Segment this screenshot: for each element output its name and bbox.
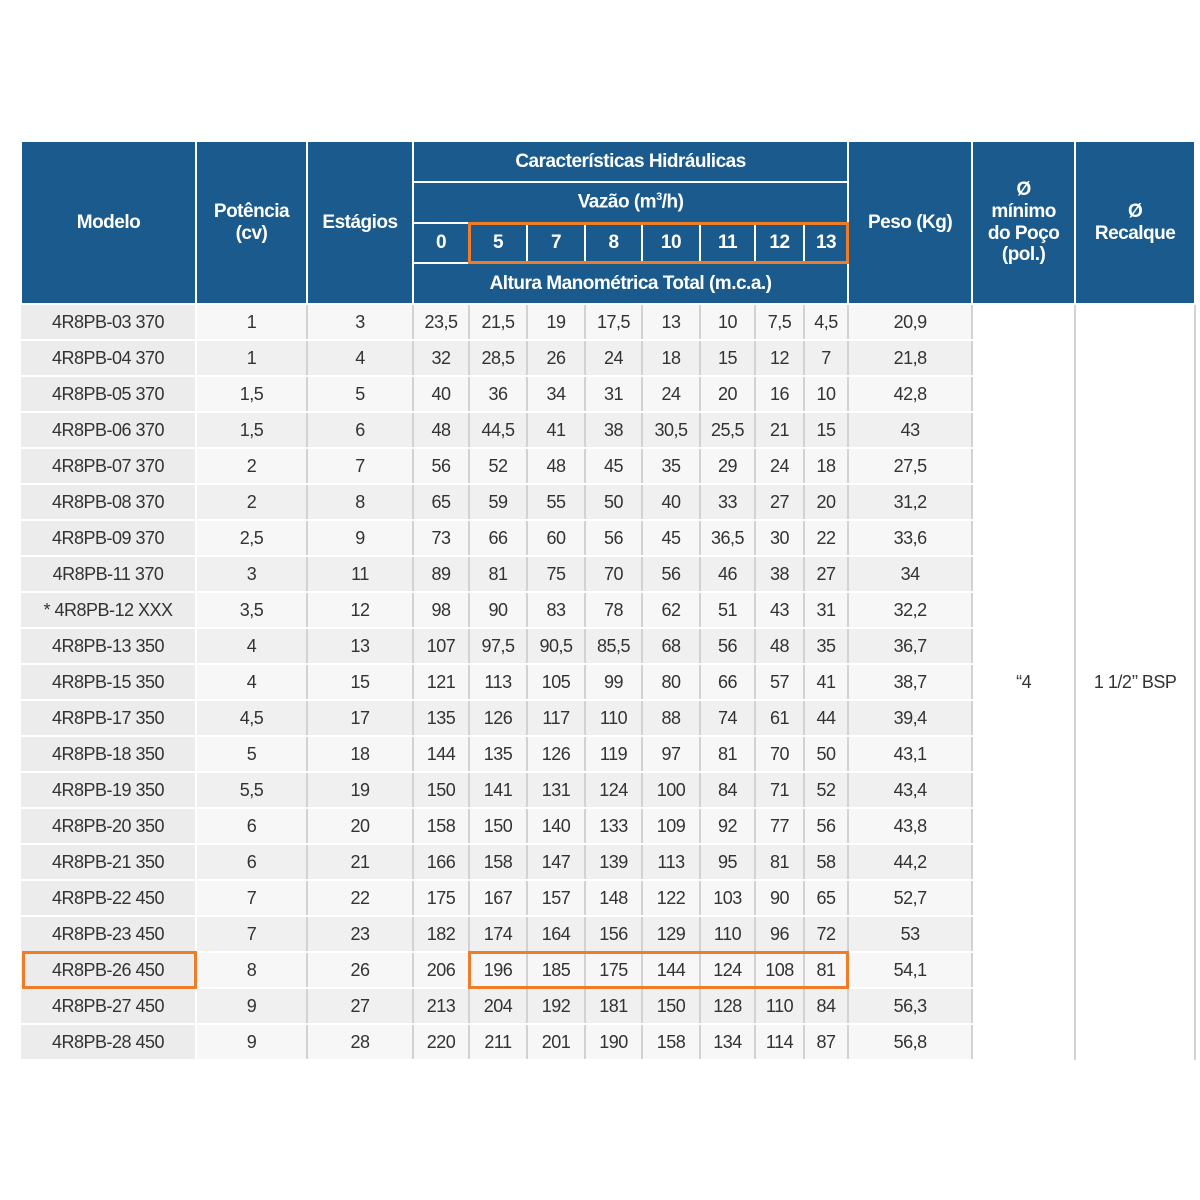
- head-cell: 121: [413, 664, 469, 700]
- head-cell: 90: [755, 880, 804, 916]
- head-cell: 90: [469, 592, 527, 628]
- stages-cell: 26: [307, 952, 413, 988]
- model-cell: 4R8PB-15 350: [21, 664, 196, 700]
- head-cell: 12: [755, 340, 804, 376]
- head-cell: 206: [413, 952, 469, 988]
- head-cell: 51: [700, 592, 755, 628]
- header-caracteristicas: Características Hidráulicas: [413, 141, 848, 182]
- head-cell: 99: [585, 664, 642, 700]
- head-cell: 68: [642, 628, 700, 664]
- head-cell: 17,5: [585, 304, 642, 340]
- head-cell: 70: [755, 736, 804, 772]
- head-cell: 182: [413, 916, 469, 952]
- head-cell: 21: [755, 412, 804, 448]
- head-cell: 65: [804, 880, 848, 916]
- flow-header-cell: 7: [527, 223, 585, 263]
- head-cell: 27: [755, 484, 804, 520]
- head-cell: 38: [585, 412, 642, 448]
- head-cell: 44: [804, 700, 848, 736]
- head-cell: 32: [413, 340, 469, 376]
- head-cell: 133: [585, 808, 642, 844]
- weight-cell: 52,7: [848, 880, 972, 916]
- head-cell: 81: [469, 556, 527, 592]
- stages-cell: 7: [307, 448, 413, 484]
- stages-cell: 13: [307, 628, 413, 664]
- flow-header-cell: 13: [804, 223, 848, 263]
- head-cell: 45: [585, 448, 642, 484]
- stages-cell: 4: [307, 340, 413, 376]
- head-cell: 90,5: [527, 628, 585, 664]
- header-vazao-prefix: Vazão (m: [577, 191, 657, 213]
- head-cell: 87: [804, 1024, 848, 1060]
- head-cell: 196: [469, 952, 527, 988]
- table-body: [21, 304, 1195, 1060]
- head-cell: 10: [700, 304, 755, 340]
- table-row: [21, 304, 1195, 340]
- head-cell: 140: [527, 808, 585, 844]
- stages-cell: 28: [307, 1024, 413, 1060]
- head-cell: 16: [755, 376, 804, 412]
- head-cell: 7,5: [755, 304, 804, 340]
- head-cell: 26: [527, 340, 585, 376]
- head-cell: 109: [642, 808, 700, 844]
- head-cell: 20: [700, 376, 755, 412]
- head-cell: 72: [804, 916, 848, 952]
- head-cell: 18: [804, 448, 848, 484]
- weight-cell: 44,2: [848, 844, 972, 880]
- head-cell: 113: [469, 664, 527, 700]
- head-cell: 31: [585, 376, 642, 412]
- head-cell: 56: [642, 556, 700, 592]
- power-cell: 4: [196, 664, 307, 700]
- model-cell: 4R8PB-23 450: [21, 916, 196, 952]
- weight-cell: 38,7: [848, 664, 972, 700]
- model-cell: 4R8PB-19 350: [21, 772, 196, 808]
- head-cell: 10: [804, 376, 848, 412]
- head-cell: 29: [700, 448, 755, 484]
- head-cell: 81: [700, 736, 755, 772]
- head-cell: 81: [755, 844, 804, 880]
- stages-cell: 23: [307, 916, 413, 952]
- head-cell: 57: [755, 664, 804, 700]
- head-cell: 60: [527, 520, 585, 556]
- model-cell: 4R8PB-06 370: [21, 412, 196, 448]
- power-cell: 7: [196, 916, 307, 952]
- head-cell: 185: [527, 952, 585, 988]
- head-cell: 27: [804, 556, 848, 592]
- header-recalque-line2: Recalque: [1094, 222, 1176, 244]
- head-cell: 175: [585, 952, 642, 988]
- stages-cell: 27: [307, 988, 413, 1024]
- power-cell: 9: [196, 1024, 307, 1060]
- header-poco-line1: Ø: [1016, 178, 1031, 200]
- head-cell: 100: [642, 772, 700, 808]
- stages-cell: 5: [307, 376, 413, 412]
- head-cell: 156: [585, 916, 642, 952]
- header-potencia: [196, 141, 307, 304]
- head-cell: 211: [469, 1024, 527, 1060]
- head-cell: 89: [413, 556, 469, 592]
- stages-cell: 15: [307, 664, 413, 700]
- model-cell: 4R8PB-22 450: [21, 880, 196, 916]
- head-cell: 144: [413, 736, 469, 772]
- weight-cell: 21,8: [848, 340, 972, 376]
- weight-cell: 43,1: [848, 736, 972, 772]
- header-poco: [972, 141, 1075, 304]
- head-cell: 97: [642, 736, 700, 772]
- header-altura: Altura Manométrica Total (m.c.a.): [413, 263, 848, 304]
- model-cell: 4R8PB-20 350: [21, 808, 196, 844]
- head-cell: 41: [804, 664, 848, 700]
- head-cell: 56: [585, 520, 642, 556]
- head-cell: 30,5: [642, 412, 700, 448]
- head-cell: 88: [642, 700, 700, 736]
- model-cell: 4R8PB-28 450: [21, 1024, 196, 1060]
- model-cell: 4R8PB-13 350: [21, 628, 196, 664]
- head-cell: 56: [413, 448, 469, 484]
- head-cell: 108: [755, 952, 804, 988]
- head-cell: 81: [804, 952, 848, 988]
- pump-spec-table: [20, 140, 1196, 1061]
- head-cell: 33: [700, 484, 755, 520]
- head-cell: 50: [804, 736, 848, 772]
- head-cell: 21,5: [469, 304, 527, 340]
- head-cell: 175: [413, 880, 469, 916]
- head-cell: 126: [527, 736, 585, 772]
- stages-cell: 19: [307, 772, 413, 808]
- head-cell: 38: [755, 556, 804, 592]
- power-cell: 5,5: [196, 772, 307, 808]
- power-cell: 7: [196, 880, 307, 916]
- power-cell: 1,5: [196, 412, 307, 448]
- head-cell: 58: [804, 844, 848, 880]
- head-cell: 59: [469, 484, 527, 520]
- head-cell: 48: [527, 448, 585, 484]
- weight-cell: 42,8: [848, 376, 972, 412]
- head-cell: 24: [585, 340, 642, 376]
- weight-cell: 43: [848, 412, 972, 448]
- weight-cell: 32,2: [848, 592, 972, 628]
- power-cell: 9: [196, 988, 307, 1024]
- head-cell: 122: [642, 880, 700, 916]
- header-vazao-suffix: /h): [661, 191, 684, 213]
- stages-cell: 6: [307, 412, 413, 448]
- head-cell: 75: [527, 556, 585, 592]
- flow-header-cell: 5: [469, 223, 527, 263]
- power-cell: 4,5: [196, 700, 307, 736]
- head-cell: 36: [469, 376, 527, 412]
- head-cell: 15: [700, 340, 755, 376]
- head-cell: 213: [413, 988, 469, 1024]
- head-cell: 19: [527, 304, 585, 340]
- head-cell: 166: [413, 844, 469, 880]
- head-cell: 174: [469, 916, 527, 952]
- header-modelo: Modelo: [21, 141, 196, 304]
- head-cell: 24: [642, 376, 700, 412]
- stages-cell: 22: [307, 880, 413, 916]
- head-cell: 98: [413, 592, 469, 628]
- head-cell: 135: [469, 736, 527, 772]
- head-cell: 144: [642, 952, 700, 988]
- head-cell: 56: [804, 808, 848, 844]
- stages-cell: 12: [307, 592, 413, 628]
- header-poco-line4: (pol.): [1001, 244, 1046, 266]
- power-cell: 1,5: [196, 376, 307, 412]
- head-cell: 204: [469, 988, 527, 1024]
- head-cell: 158: [642, 1024, 700, 1060]
- header-recalque: [1075, 141, 1195, 304]
- head-cell: 35: [804, 628, 848, 664]
- flow-header-cell: 0: [413, 223, 469, 263]
- head-cell: 22: [804, 520, 848, 556]
- model-cell: 4R8PB-08 370: [21, 484, 196, 520]
- head-cell: 192: [527, 988, 585, 1024]
- head-cell: 40: [413, 376, 469, 412]
- weight-cell: 39,4: [848, 700, 972, 736]
- head-cell: 97,5: [469, 628, 527, 664]
- flow-header-cell: 11: [700, 223, 755, 263]
- power-cell: 1: [196, 304, 307, 340]
- head-cell: 61: [755, 700, 804, 736]
- model-cell: 4R8PB-11 370: [21, 556, 196, 592]
- head-cell: 150: [642, 988, 700, 1024]
- flow-header-cell: 10: [642, 223, 700, 263]
- head-cell: 85,5: [585, 628, 642, 664]
- head-cell: 117: [527, 700, 585, 736]
- head-cell: 31: [804, 592, 848, 628]
- head-cell: 190: [585, 1024, 642, 1060]
- head-cell: 107: [413, 628, 469, 664]
- head-cell: 83: [527, 592, 585, 628]
- power-cell: 5: [196, 736, 307, 772]
- head-cell: 141: [469, 772, 527, 808]
- head-cell: 73: [413, 520, 469, 556]
- head-cell: 48: [755, 628, 804, 664]
- head-cell: 50: [585, 484, 642, 520]
- header-potencia-line1: Potência: [213, 200, 290, 222]
- model-cell: 4R8PB-04 370: [21, 340, 196, 376]
- head-cell: 45: [642, 520, 700, 556]
- stages-cell: 9: [307, 520, 413, 556]
- head-cell: 134: [700, 1024, 755, 1060]
- head-cell: 158: [413, 808, 469, 844]
- head-cell: 220: [413, 1024, 469, 1060]
- power-cell: 6: [196, 808, 307, 844]
- model-cell: * 4R8PB-12 XXX: [21, 592, 196, 628]
- head-cell: 110: [700, 916, 755, 952]
- head-cell: 92: [700, 808, 755, 844]
- head-cell: 13: [642, 304, 700, 340]
- head-cell: 129: [642, 916, 700, 952]
- head-cell: 158: [469, 844, 527, 880]
- head-cell: 52: [804, 772, 848, 808]
- head-cell: 114: [755, 1024, 804, 1060]
- power-cell: 6: [196, 844, 307, 880]
- head-cell: 124: [585, 772, 642, 808]
- stages-cell: 18: [307, 736, 413, 772]
- head-cell: 110: [585, 700, 642, 736]
- head-cell: 84: [700, 772, 755, 808]
- weight-cell: 43,4: [848, 772, 972, 808]
- head-cell: 70: [585, 556, 642, 592]
- head-cell: 20: [804, 484, 848, 520]
- head-cell: 131: [527, 772, 585, 808]
- head-cell: 150: [413, 772, 469, 808]
- weight-cell: 33,6: [848, 520, 972, 556]
- head-cell: 84: [804, 988, 848, 1024]
- model-cell: 4R8PB-21 350: [21, 844, 196, 880]
- model-cell: 4R8PB-05 370: [21, 376, 196, 412]
- head-cell: 4,5: [804, 304, 848, 340]
- model-cell: 4R8PB-27 450: [21, 988, 196, 1024]
- head-cell: 124: [700, 952, 755, 988]
- head-cell: 56: [700, 628, 755, 664]
- stages-cell: 17: [307, 700, 413, 736]
- head-cell: 41: [527, 412, 585, 448]
- weight-cell: 27,5: [848, 448, 972, 484]
- head-cell: 43: [755, 592, 804, 628]
- head-cell: 147: [527, 844, 585, 880]
- head-cell: 15: [804, 412, 848, 448]
- head-cell: 25,5: [700, 412, 755, 448]
- head-cell: 48: [413, 412, 469, 448]
- head-cell: 135: [413, 700, 469, 736]
- stages-cell: 11: [307, 556, 413, 592]
- weight-cell: 56,3: [848, 988, 972, 1024]
- head-cell: 126: [469, 700, 527, 736]
- head-cell: 34: [527, 376, 585, 412]
- head-cell: 110: [755, 988, 804, 1024]
- poco-value-cell: “4: [972, 304, 1075, 1060]
- head-cell: 7: [804, 340, 848, 376]
- stages-cell: 21: [307, 844, 413, 880]
- model-cell: 4R8PB-09 370: [21, 520, 196, 556]
- head-cell: 201: [527, 1024, 585, 1060]
- power-cell: 2: [196, 484, 307, 520]
- weight-cell: 54,1: [848, 952, 972, 988]
- header-potencia-line2: (cv): [235, 222, 268, 244]
- recalque-value-cell: 1 1/2’’ BSP: [1075, 304, 1195, 1060]
- weight-cell: 53: [848, 916, 972, 952]
- head-cell: 95: [700, 844, 755, 880]
- head-cell: 30: [755, 520, 804, 556]
- head-cell: 128: [700, 988, 755, 1024]
- flow-header-cell: 12: [755, 223, 804, 263]
- head-cell: 65: [413, 484, 469, 520]
- head-cell: 36,5: [700, 520, 755, 556]
- head-cell: 66: [469, 520, 527, 556]
- header-estagios: Estágios: [307, 141, 413, 304]
- stages-cell: 8: [307, 484, 413, 520]
- model-cell: 4R8PB-18 350: [21, 736, 196, 772]
- header-poco-line2: mínimo: [991, 200, 1056, 222]
- header-vazao: [413, 182, 848, 223]
- model-cell: 4R8PB-26 450: [21, 952, 196, 988]
- head-cell: 105: [527, 664, 585, 700]
- head-cell: 96: [755, 916, 804, 952]
- head-cell: 52: [469, 448, 527, 484]
- head-cell: 71: [755, 772, 804, 808]
- head-cell: 78: [585, 592, 642, 628]
- header-poco-line3: do Poço: [987, 222, 1060, 244]
- model-cell: 4R8PB-07 370: [21, 448, 196, 484]
- head-cell: 23,5: [413, 304, 469, 340]
- weight-cell: 34: [848, 556, 972, 592]
- power-cell: 1: [196, 340, 307, 376]
- header-vazao-sup: 3: [656, 191, 662, 204]
- weight-cell: 43,8: [848, 808, 972, 844]
- power-cell: 2,5: [196, 520, 307, 556]
- head-cell: 150: [469, 808, 527, 844]
- head-cell: 46: [700, 556, 755, 592]
- stages-cell: 20: [307, 808, 413, 844]
- head-cell: 74: [700, 700, 755, 736]
- head-cell: 103: [700, 880, 755, 916]
- head-cell: 181: [585, 988, 642, 1024]
- stages-cell: 3: [307, 304, 413, 340]
- head-cell: 55: [527, 484, 585, 520]
- model-cell: 4R8PB-03 370: [21, 304, 196, 340]
- head-cell: 113: [642, 844, 700, 880]
- weight-cell: 31,2: [848, 484, 972, 520]
- head-cell: 167: [469, 880, 527, 916]
- power-cell: 3,5: [196, 592, 307, 628]
- header-recalque-line1: Ø: [1127, 200, 1143, 222]
- power-cell: 3: [196, 556, 307, 592]
- power-cell: 4: [196, 628, 307, 664]
- head-cell: 62: [642, 592, 700, 628]
- head-cell: 24: [755, 448, 804, 484]
- head-cell: 18: [642, 340, 700, 376]
- head-cell: 77: [755, 808, 804, 844]
- power-cell: 8: [196, 952, 307, 988]
- head-cell: 40: [642, 484, 700, 520]
- head-cell: 44,5: [469, 412, 527, 448]
- head-cell: 35: [642, 448, 700, 484]
- head-cell: 119: [585, 736, 642, 772]
- head-cell: 66: [700, 664, 755, 700]
- head-cell: 139: [585, 844, 642, 880]
- head-cell: 164: [527, 916, 585, 952]
- weight-cell: 36,7: [848, 628, 972, 664]
- head-cell: 148: [585, 880, 642, 916]
- head-cell: 157: [527, 880, 585, 916]
- head-cell: 28,5: [469, 340, 527, 376]
- flow-header-cell: 8: [585, 223, 642, 263]
- weight-cell: 56,8: [848, 1024, 972, 1060]
- weight-cell: 20,9: [848, 304, 972, 340]
- power-cell: 2: [196, 448, 307, 484]
- head-cell: 80: [642, 664, 700, 700]
- model-cell: 4R8PB-17 350: [21, 700, 196, 736]
- header-peso: Peso (Kg): [848, 141, 972, 304]
